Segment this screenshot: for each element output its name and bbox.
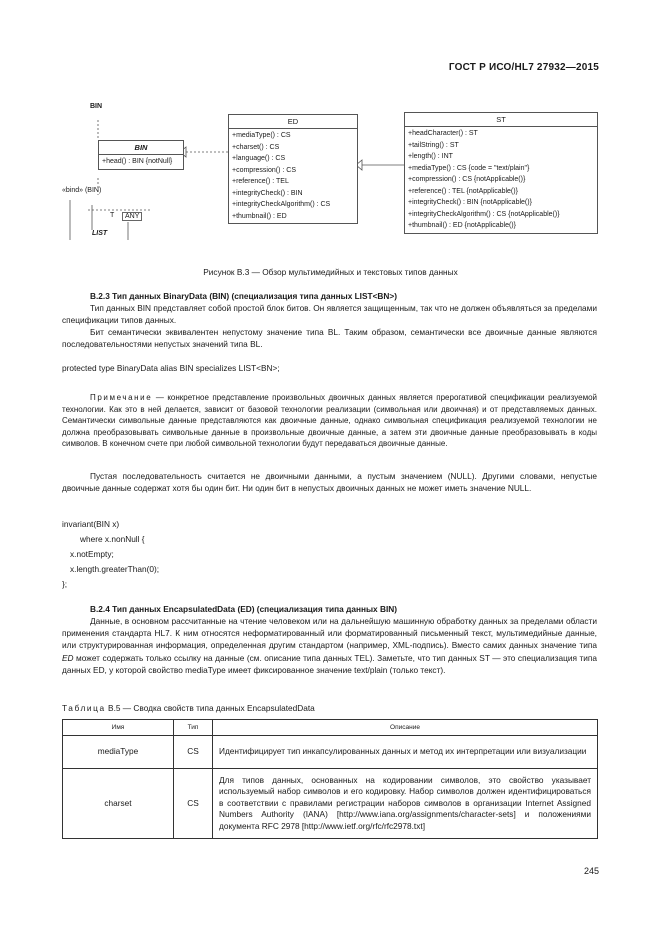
st-op: +headCharacter() : ST	[408, 130, 478, 137]
bin-class-box	[98, 140, 184, 170]
document-id-header: ГОСТ Р ИСО/HL7 27932—2015	[448, 62, 599, 73]
note-label: Примечание	[90, 393, 153, 402]
column-header: Описание	[213, 720, 598, 736]
table-caption-label: Таблица	[62, 703, 106, 713]
section-heading-b24: В.2.4 Тип данных EncapsulatedData (ED) (специализация типа данных BIN)	[90, 604, 398, 614]
bin-op: +head() : BIN {notNull}	[102, 158, 173, 165]
table-header-row	[63, 720, 598, 736]
cell-type: CS	[174, 769, 213, 839]
paragraph: Бит семантически эквивалентен непустому значение типа BL. Таким образом, семантически все двоичные данные являются последовательностями непустых значений типа BL.	[62, 327, 597, 350]
ed-op: +integrityCheckAlgorithm() : CS	[232, 201, 331, 208]
table-row	[63, 769, 598, 839]
table-caption-text: В.5 — Сводка свойств типа данных EncapsulatedData	[105, 703, 315, 713]
ed-op: +mediaType() : CS	[232, 132, 291, 139]
section-heading-b23: В.2.3 Тип данных BinaryData (BIN) (специализация типа данных LIST<BN>)	[90, 291, 398, 301]
paragraph: Тип данных BIN представляет собой простой блок битов. Он является защищенным, так что не должен объявляться за пределами спецификации типов данных.	[62, 303, 597, 326]
cell-type: CS	[174, 736, 213, 769]
cell-name: mediaType	[63, 736, 174, 769]
text-run: Данные, в основном рассчитанные на чтение человеком или на дальнейшую машинную обработку данных за пределами области применения стандарта HL7. К ним относятся неформатированный или форматированный письменный текст, мультимедийные данные, или структурированная информация, определенная другим стандартом (например, XML-подпись). Вместо самих данных значение типа	[62, 616, 597, 651]
note-paragraph	[62, 392, 597, 450]
table-caption	[62, 702, 315, 714]
st-op: +thumbnail() : ED {notApplicable()}	[408, 222, 516, 229]
uml-diagram	[0, 0, 661, 280]
column-header: Имя	[63, 720, 174, 736]
st-class-title: ST	[405, 113, 597, 127]
note-text: — конкретное представление произвольных двоичных данных является прерогативой спецификации реализуемой технологии. Как это в ней делается, зависит от базовой технологии реализации (символьная или двоичная) и от представляемых данных. Семантически символьные данные представляются как двоичные данные, однако символьная спецификация реализуемой технологии не должна преобразовывать символьные данные в произвольные двоичные данные, а затем эти двоичные данные преобразовывать в коды символов. В конечном счете при любой символьной технологии будут передаваться двоичные данные.	[62, 393, 597, 449]
ed-op: +compression() : CS	[232, 166, 296, 174]
list-label: LIST	[92, 230, 108, 237]
cell-name: charset	[63, 769, 174, 839]
ed-op: +language() : CS	[232, 155, 286, 162]
st-op: +integrityCheck() : BIN {notApplicable()}	[408, 199, 532, 206]
ed-class-title: ED	[229, 115, 357, 129]
text-run: может содержать только ссылку на данные (см. описание типа данных TEL). Заметьте, что тип данных ST — это специализация типа данных ED, у которой свойство mediaType имеет фиксированное значение text/plain (только текст).	[62, 652, 597, 675]
bin-class-ops	[99, 155, 183, 169]
code-line: where x.nonNull {	[80, 534, 145, 544]
st-op: +reference() : TEL {notApplicable()}	[408, 187, 518, 195]
template-t-label: T	[110, 212, 115, 219]
bin-class-title: BIN	[99, 141, 183, 155]
figure-caption: Рисунок В.3 — Обзор мультимедийных и текстовых типов данных	[203, 267, 458, 277]
st-op: +length() : INT	[408, 153, 453, 160]
paragraph	[62, 615, 597, 676]
st-op: +tailString() : ST	[408, 141, 459, 149]
properties-table	[62, 719, 598, 839]
page-number: 245	[583, 866, 599, 876]
text-run-italic: ED	[62, 652, 74, 663]
st-class-box	[404, 112, 598, 234]
column-header: Тип	[174, 720, 213, 736]
st-op: +compression() : CS {notApplicable()}	[408, 176, 526, 183]
st-op: +mediaType() : CS {code = "text/plain"}	[408, 164, 530, 172]
ed-op: +charset() : CS	[232, 143, 280, 151]
bin-top-label: BIN	[90, 103, 103, 110]
ed-class-box	[228, 114, 358, 224]
st-op: +integrityCheckAlgorithm() : CS {notApplicable()}	[408, 210, 560, 218]
template-any-label: ANY	[122, 212, 142, 221]
code-line: protected type BinaryData alias BIN specializes LIST<BN>;	[62, 363, 280, 373]
ed-op: +integrityCheck() : BIN	[232, 189, 303, 197]
code-line: invariant(BIN x)	[62, 519, 120, 529]
st-class-ops	[405, 127, 597, 233]
ed-op: +reference() : TEL	[232, 178, 289, 185]
ed-op: +thumbnail() : ED	[232, 212, 287, 220]
code-line: x.length.greaterThan(0);	[70, 564, 160, 574]
paragraph: Пустая последовательность считается не двоичными данными, а пустым значением (NULL). Другими словами, непустые двоичные данные содержат хотя бы один бит. Ни один бит в непустых двоичных данных не может иметь значение NULL.	[62, 471, 597, 494]
ed-class-ops	[229, 129, 357, 223]
table-row	[63, 736, 598, 769]
code-line: x.notEmpty;	[70, 549, 114, 559]
code-line: };	[62, 579, 68, 589]
cell-desc: Идентифицирует тип инкапсулированных данных и метод их интерпретации или визуализации	[213, 736, 598, 769]
cell-desc: Для типов данных, основанных на кодировании символов, это свойство указывает используемый набор символов и его кодировку. Набор символов должен идентифицироваться в соответствии с правилами регистрации наборов символов в организации Internet Assigned Numbers Authority (IANA) [http://www.iana.org/assignments/character-sets] и положениями документа RFC 2978 [http://www.ietf.org/rfc/rfc2978.txt]	[213, 769, 598, 839]
bind-label: «bind» (BIN)	[62, 187, 102, 194]
